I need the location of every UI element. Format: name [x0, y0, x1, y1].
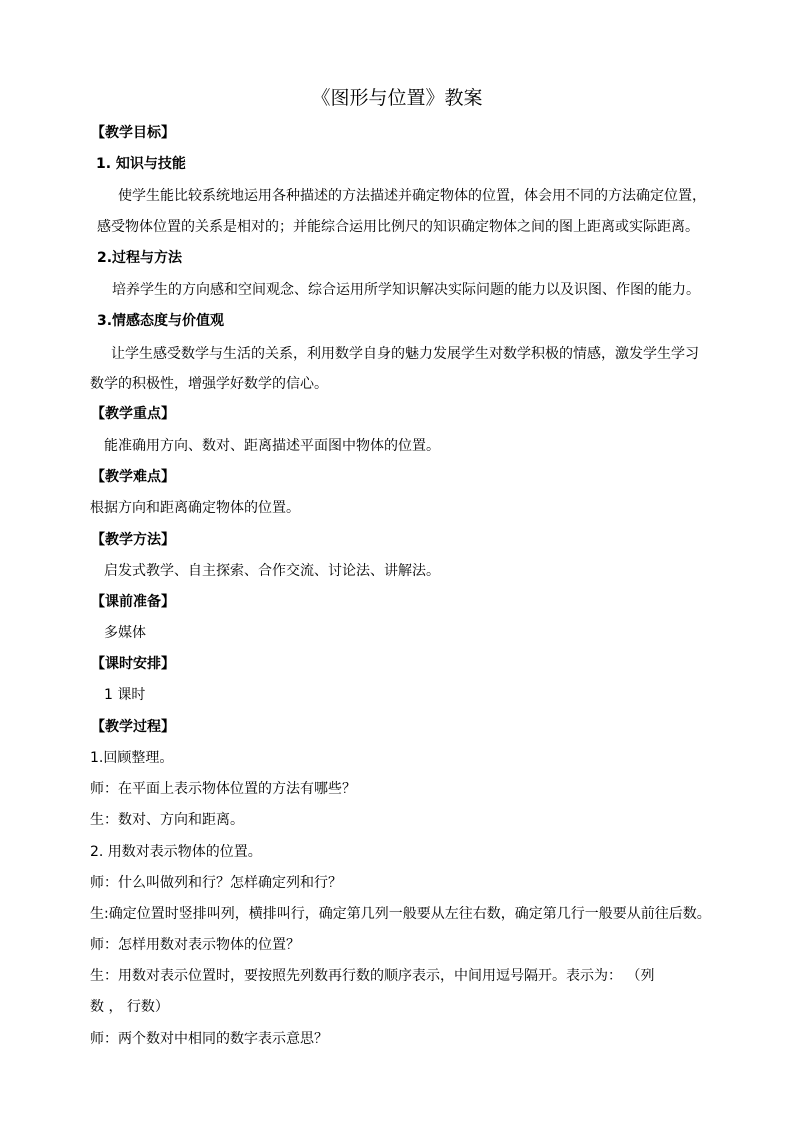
dialogue-line: 师：怎样用数对表示物体的位置？: [90, 937, 300, 953]
paragraph-line: 感受物体位置的关系是相对的；并能综合运用比例尺的知识确定物体之间的图上距离或实际距离。: [97, 219, 699, 235]
subsection-heading-knowledge: 1. 知识与技能: [96, 156, 186, 172]
page-title: 《图形与位置》教案: [311, 87, 483, 109]
subsection-heading-process-method: 2.过程与方法: [97, 250, 183, 266]
paragraph-line: 多媒体: [104, 625, 146, 641]
dialogue-line: 1.回顾整理。: [90, 750, 174, 766]
paragraph-line: 启发式教学、自主探索、合作交流、讨论法、讲解法。: [104, 563, 440, 579]
dialogue-line: 生：数对、方向和距离。: [90, 812, 244, 828]
paragraph-line: 让学生感受数学与生活的关系，利用数学自身的魅力发展学生对数学积极的情感，激发学生学习: [111, 346, 699, 362]
paragraph-line: 1 课时: [104, 687, 146, 703]
paragraph-line: 数学的积极性，增强学好数学的信心。: [90, 376, 328, 392]
dialogue-line: 生:确定位置时竖排叫列，横排叫行，确定第几列一般要从左往右数，确定第几行一般要从前往后数。: [90, 906, 711, 922]
dialogue-line: 师：在平面上表示物体位置的方法有哪些？: [90, 781, 356, 797]
paragraph-line: 能准确用方向、数对、距离描述平面图中物体的位置。: [104, 438, 440, 454]
paragraph-line: 培养学生的方向感和空间观念、综合运用所学知识解决实际问题的能力以及识图、作图的能力。: [112, 282, 700, 298]
section-heading-goals: 【教学目标】: [91, 125, 175, 141]
paragraph-line: 使学生能比较系统地运用各种描述的方法描述并确定物体的位置，体会用不同的方法确定位置，: [118, 188, 706, 204]
section-heading-schedule: 【课时安排】: [91, 656, 175, 672]
dialogue-line: 生：用数对表示位置时，要按照先列数再行数的顺序表示，中间用逗号隔开。表示为： （列: [90, 968, 655, 984]
subsection-heading-attitude: 3.情感态度与价值观: [97, 313, 225, 329]
dialogue-line: 师：两个数对中相同的数字表示意思？: [90, 1031, 328, 1047]
dialogue-line: 数 ， 行数）: [90, 999, 169, 1015]
section-heading-preparation: 【课前准备】: [91, 594, 175, 610]
paragraph-line: 根据方向和距离确定物体的位置。: [90, 500, 300, 516]
dialogue-line: 2. 用数对表示物体的位置。: [90, 844, 262, 860]
section-heading-process: 【教学过程】: [91, 719, 175, 735]
section-heading-methods: 【教学方法】: [91, 532, 175, 548]
section-heading-difficulties: 【教学难点】: [91, 469, 175, 485]
dialogue-line: 师：什么叫做列和行？怎样确定列和行？: [90, 875, 342, 891]
section-heading-key-points: 【教学重点】: [91, 406, 175, 422]
